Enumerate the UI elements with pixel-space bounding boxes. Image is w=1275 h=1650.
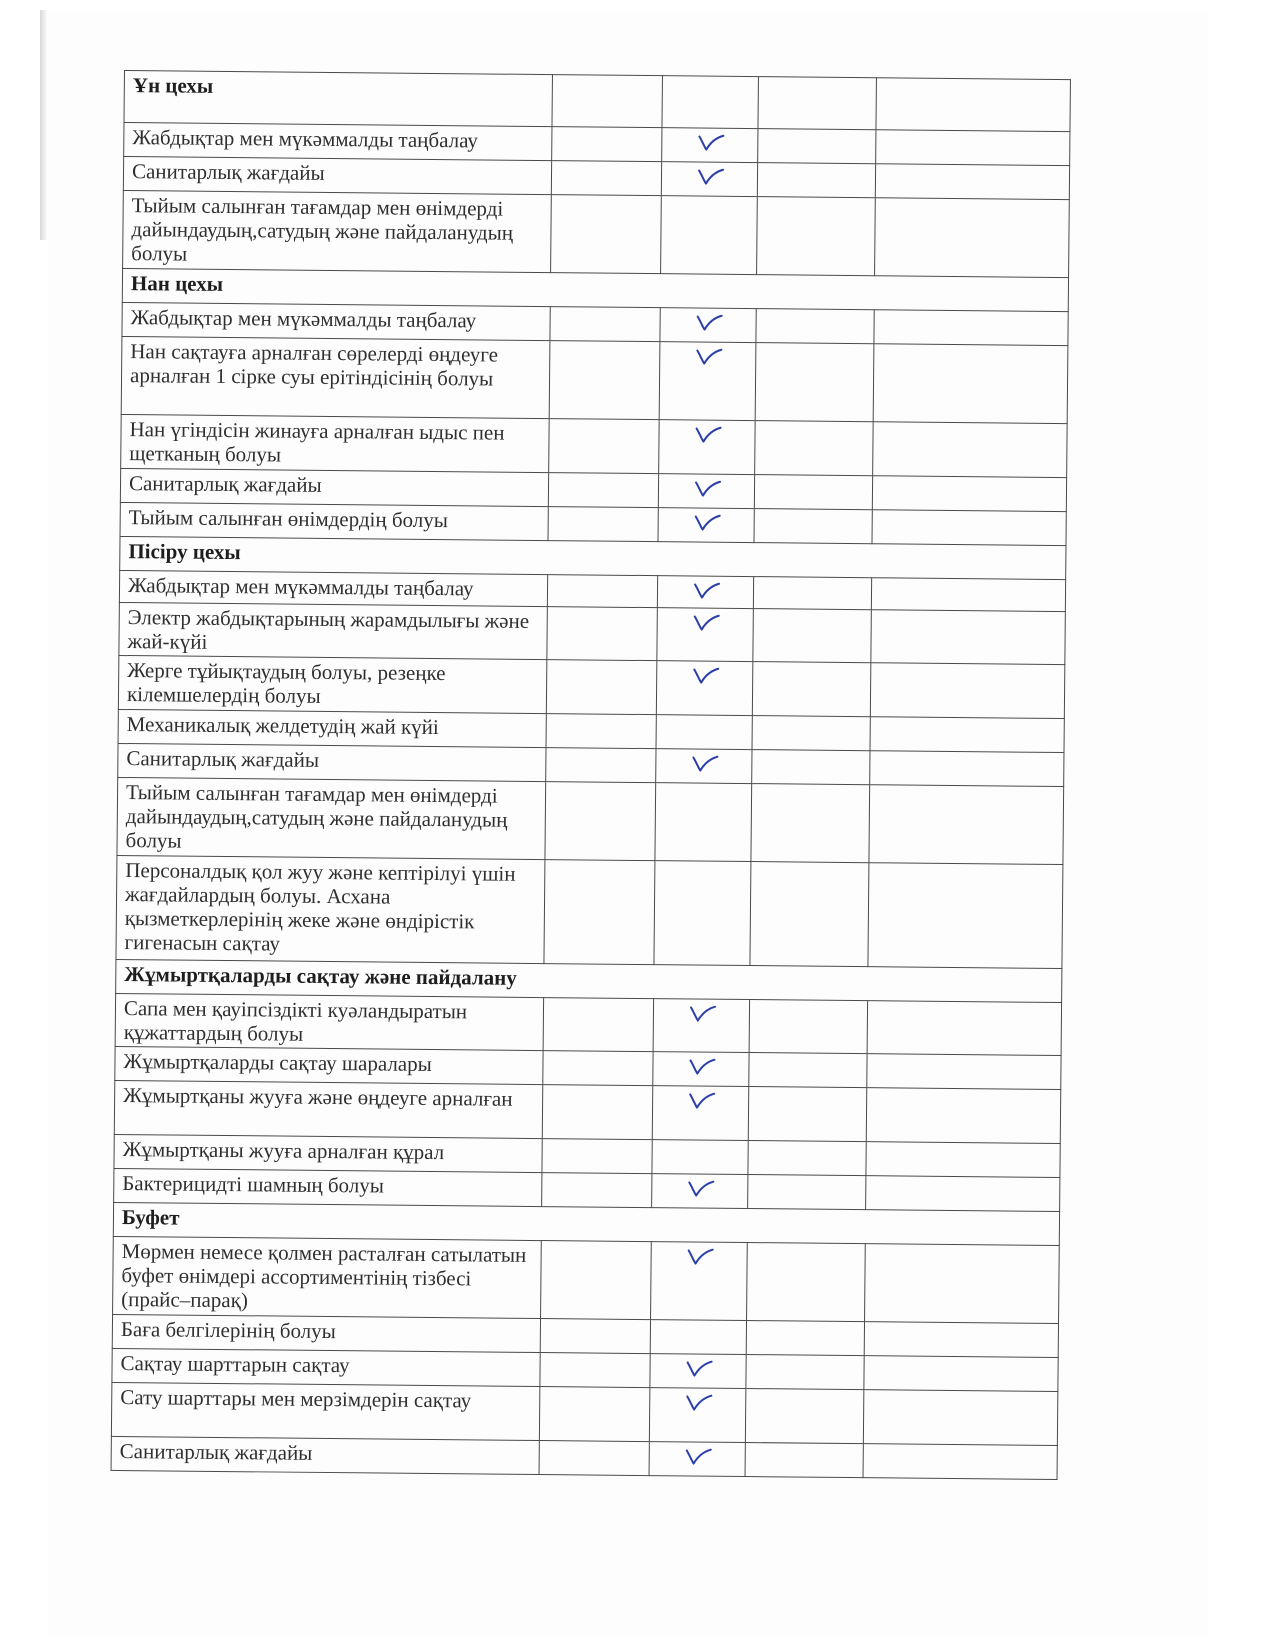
empty-cell: [552, 127, 662, 162]
empty-cell: [541, 1241, 652, 1320]
empty-cell: [540, 1319, 650, 1354]
empty-cell: [864, 1322, 1058, 1358]
empty-cell: [866, 1088, 1061, 1144]
empty-cell: [863, 1390, 1058, 1446]
empty-cell: [865, 1244, 1060, 1324]
checklist-item-label: Жұмыртқаны жууға арналған құрал: [114, 1134, 542, 1172]
empty-cell: [867, 1001, 1061, 1056]
empty-cell: [870, 663, 1065, 719]
check-cell: [659, 420, 756, 475]
empty-cell: [752, 716, 870, 751]
empty-cell: [545, 782, 656, 861]
empty-cell: [867, 1054, 1061, 1090]
table-row: [111, 1382, 1057, 1445]
table-row: [121, 336, 1068, 423]
handwritten-check-icon: [691, 610, 721, 632]
check-cell: [656, 661, 753, 716]
empty-cell: [755, 421, 874, 476]
empty-cell: [868, 863, 1063, 969]
empty-cell: [757, 163, 875, 198]
empty-cell: [747, 1243, 866, 1322]
handwritten-check-icon: [691, 578, 721, 600]
empty-cell: [870, 751, 1064, 787]
check-cell: [653, 999, 750, 1053]
empty-cell: [869, 785, 1064, 865]
check-cell: [649, 1388, 746, 1443]
empty-cell: [872, 476, 1066, 512]
empty-cell: [876, 78, 1070, 132]
empty-cell: [748, 1175, 866, 1210]
checklist-item-label: Мөрмен немесе қолмен расталған сатылатын буфет өнімдері ассортиментінің тізбесі (прайс–парақ): [113, 1236, 542, 1318]
section-title: Нан цехы: [122, 268, 1068, 311]
table-row: [121, 414, 1067, 477]
check-cell: [659, 342, 756, 421]
check-cell: [657, 576, 753, 609]
empty-cell: [549, 419, 660, 474]
handwritten-check-icon: [685, 1244, 715, 1266]
empty-cell: [749, 1053, 867, 1088]
check-cell: [657, 608, 754, 662]
empty-cell: [749, 1000, 868, 1054]
checklist-item-label: Санитарлық жағдайы: [120, 468, 548, 506]
checklist-item-label: Нан үгіндісін жинауға арналған ыдыс пен щетканың болуы: [121, 414, 549, 472]
empty-cell: [875, 198, 1070, 278]
checklist-item-label: Тыйым салынған өнімдердің болуы: [120, 502, 548, 540]
checklist-item-label: Электр жабдықтарының жарамдылығы және жай-күйі: [119, 602, 547, 659]
section-title: Ұн цехы: [124, 71, 552, 127]
empty-cell: [752, 750, 870, 785]
check-cell: [653, 1052, 749, 1087]
empty-cell: [540, 1353, 650, 1388]
empty-cell: [543, 998, 654, 1052]
table-row: [118, 655, 1064, 718]
handwritten-check-icon: [687, 1001, 717, 1023]
section-row: [124, 71, 1070, 132]
handwritten-check-icon: [692, 510, 722, 532]
table-row: [116, 855, 1063, 968]
checklist-item-label: Санитарлық жағдайы: [111, 1436, 539, 1474]
checklist-item-label: Жұмыртқаны жууға және өңдеуге арналған: [114, 1080, 542, 1138]
check-cell: [651, 1242, 748, 1321]
empty-cell: [873, 344, 1068, 424]
check-cell: [656, 715, 752, 750]
check-cell: [652, 1174, 748, 1209]
empty-cell: [539, 1441, 649, 1476]
empty-cell: [547, 575, 657, 608]
check-cell: [654, 861, 751, 966]
empty-cell: [870, 717, 1064, 753]
handwritten-check-icon: [692, 476, 722, 498]
checklist-item-label: Сату шарттары мен мерзімдерін сақтау: [111, 1382, 539, 1440]
check-cell: [658, 474, 754, 509]
checklist-item-label: Сапа мен қауіпсіздікті куәландыратын құжаттардың болуы: [115, 993, 543, 1050]
empty-cell: [746, 1321, 864, 1356]
checklist-item-label: Жабдықтар мен мүкәммалды таңбалау: [122, 302, 550, 340]
check-cell: [652, 1086, 749, 1141]
empty-cell: [546, 660, 657, 715]
empty-cell: [753, 577, 871, 610]
handwritten-check-icon: [684, 1390, 714, 1412]
handwritten-check-icon: [695, 164, 725, 186]
empty-cell: [745, 1443, 863, 1478]
empty-cell: [745, 1389, 864, 1444]
table-row: [114, 1080, 1060, 1143]
empty-cell: [546, 714, 656, 749]
empty-cell: [876, 130, 1070, 166]
checklist-item-label: Сақтау шарттарын сақтау: [112, 1348, 540, 1386]
checklist-item-label: Бактерицидті шамның болуы: [114, 1168, 542, 1206]
table-row: [113, 1236, 1060, 1323]
checklist-item-label: Санитарлық жағдайы: [123, 157, 551, 195]
handwritten-check-icon: [686, 1176, 716, 1198]
check-cell: [661, 162, 757, 197]
handwritten-check-icon: [696, 130, 726, 152]
checklist-item-label: Тыйым салынған тағамдар мен өнімдерді дайындаудың,сатудың және пайдаланудың болуы: [123, 190, 552, 272]
checklist-item-label: Баға белгілерінің болуы: [112, 1314, 540, 1352]
empty-cell: [864, 1356, 1058, 1392]
empty-cell: [872, 510, 1066, 546]
checklist-item-label: Жабдықтар мен мүкәммалды таңбалау: [124, 123, 552, 161]
checklist-item-label: Санитарлық жағдайы: [118, 743, 546, 781]
handwritten-check-icon: [683, 1444, 713, 1466]
empty-cell: [746, 1355, 864, 1390]
table-row: [117, 777, 1064, 864]
empty-cell: [750, 862, 869, 967]
handwritten-check-icon: [691, 663, 721, 685]
empty-cell: [662, 76, 758, 129]
table-row: [115, 993, 1061, 1055]
empty-cell: [544, 860, 655, 965]
check-cell: [656, 749, 752, 784]
check-cell: [662, 128, 758, 163]
checklist-item-label: Жабдықтар мен мүкәммалды таңбалау: [119, 570, 547, 606]
empty-cell: [758, 129, 876, 164]
empty-cell: [546, 748, 656, 783]
empty-cell: [758, 77, 876, 130]
table-row: [123, 190, 1070, 277]
check-cell: [652, 1140, 748, 1175]
handwritten-check-icon: [693, 422, 723, 444]
checklist-item-label: Тыйым салынған тағамдар мен өнімдерді дайындаудың,сатудың және пайдаланудың болуы: [117, 777, 546, 859]
check-cell: [661, 196, 758, 275]
empty-cell: [547, 607, 658, 661]
empty-cell: [550, 307, 660, 342]
empty-cell: [873, 422, 1068, 478]
empty-cell: [539, 1387, 650, 1442]
empty-cell: [542, 1173, 652, 1208]
check-cell: [658, 508, 754, 543]
empty-cell: [548, 507, 658, 542]
empty-cell: [752, 662, 871, 717]
empty-cell: [755, 343, 874, 422]
handwritten-check-icon: [694, 310, 724, 332]
empty-cell: [552, 75, 662, 128]
handwritten-check-icon: [687, 1088, 717, 1110]
check-cell: [660, 308, 756, 343]
check-cell: [655, 783, 752, 862]
handwritten-check-icon: [694, 344, 724, 366]
empty-cell: [871, 578, 1065, 612]
empty-cell: [866, 1176, 1060, 1212]
empty-cell: [757, 197, 876, 276]
checklist-item-label: Нан сақтауға арналған сөрелерді өңдеуге арналған 1 сірке суы ерітіндісінің болуы: [121, 336, 550, 418]
empty-cell: [753, 609, 872, 663]
empty-cell: [756, 309, 874, 344]
empty-cell: [543, 1051, 653, 1086]
empty-cell: [754, 509, 872, 544]
empty-cell: [871, 610, 1065, 665]
empty-cell: [551, 161, 661, 196]
empty-cell: [748, 1087, 867, 1142]
checklist-item-label: Механикалық желдетудің жай күйі: [118, 709, 546, 747]
handwritten-check-icon: [687, 1054, 717, 1076]
section-title: Буфет: [113, 1202, 1059, 1245]
checklist-item-label: Жұмыртқаларды сақтау шаралары: [115, 1046, 543, 1084]
empty-cell: [542, 1139, 652, 1174]
checklist-item-label: Персоналдық қол жуу және кептірілуі үшін жағдайлардың болуы. Асхана қызметкерлерінің жеке және өндірістік гигенасын сақтау: [116, 855, 545, 963]
check-cell: [649, 1442, 745, 1477]
checklist-item-label: Жерге тұйықтаудың болуы, резеңке кілемшелердің болуы: [118, 655, 546, 713]
inspection-checklist-table: [111, 70, 1071, 1480]
empty-cell: [549, 341, 660, 420]
empty-cell: [748, 1141, 866, 1176]
empty-cell: [551, 195, 662, 274]
empty-cell: [548, 473, 658, 508]
handwritten-check-icon: [690, 751, 720, 773]
table-row: [119, 602, 1065, 664]
empty-cell: [754, 475, 872, 510]
empty-cell: [875, 164, 1069, 200]
page-edge-shadow: [40, 10, 48, 240]
empty-cell: [866, 1142, 1060, 1178]
check-cell: [650, 1320, 746, 1355]
section-title: Жұмыртқаларды сақтау және пайдалану: [116, 959, 1062, 1002]
section-title: Пісіру цехы: [120, 536, 1066, 579]
handwritten-check-icon: [684, 1356, 714, 1378]
check-cell: [650, 1354, 746, 1389]
empty-cell: [751, 784, 870, 863]
empty-cell: [863, 1444, 1057, 1480]
empty-cell: [874, 310, 1068, 346]
empty-cell: [542, 1085, 653, 1140]
